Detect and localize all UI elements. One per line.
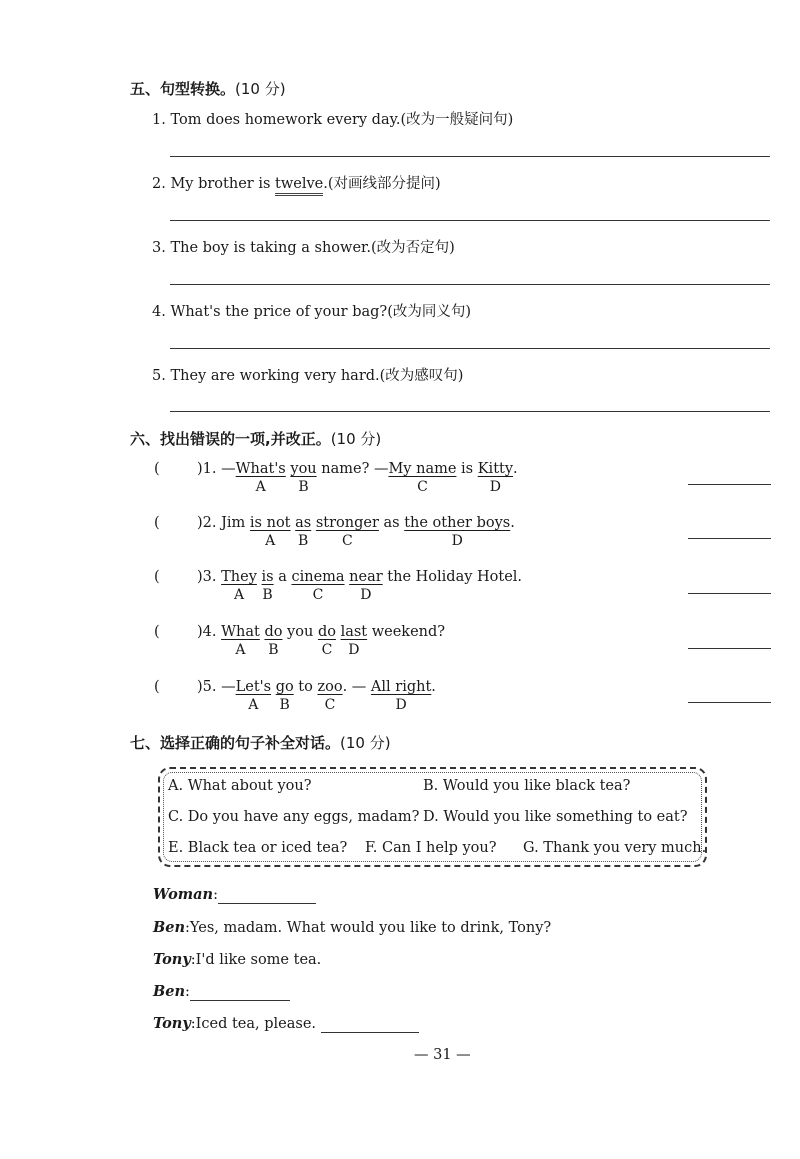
dialog-blank-3[interactable] bbox=[321, 1016, 419, 1033]
colon: : bbox=[190, 1016, 196, 1032]
segment-label: B bbox=[279, 697, 290, 713]
connector-text: the Holiday Hotel. bbox=[382, 569, 523, 585]
connector-text: is bbox=[456, 461, 478, 477]
segment-label: C bbox=[324, 697, 336, 713]
segment-label: B bbox=[298, 533, 309, 549]
option-g: G. Thank you very much. bbox=[523, 840, 707, 856]
segment-text: Kitty bbox=[477, 461, 514, 477]
option-d: D. Would you like something to eat? bbox=[423, 809, 688, 825]
item-number: )2. Jim bbox=[197, 515, 250, 531]
correction-line-1[interactable] bbox=[688, 484, 771, 485]
dialog-line-4 bbox=[153, 983, 290, 1001]
segment-text: zoo bbox=[317, 679, 343, 695]
dialog-blank-1[interactable] bbox=[218, 887, 316, 904]
option-segment-d bbox=[340, 624, 368, 658]
segment-label: D bbox=[348, 642, 360, 658]
sec5-item-5 bbox=[152, 364, 463, 385]
option-segment-a bbox=[221, 624, 260, 658]
segment-label: B bbox=[262, 587, 273, 603]
section-5-title bbox=[130, 78, 286, 99]
section-7-title bbox=[130, 732, 391, 753]
dialog-text: I'd like some tea. bbox=[195, 952, 322, 968]
segment-text: go bbox=[275, 679, 294, 695]
connector-text: . bbox=[510, 515, 515, 531]
segment-label: D bbox=[451, 533, 463, 549]
dialog-line-2 bbox=[153, 919, 551, 936]
option-segment-c bbox=[291, 569, 345, 603]
sec6-item-1 bbox=[197, 461, 518, 495]
sec6-item-5 bbox=[197, 679, 436, 713]
sec6-item-4 bbox=[197, 624, 446, 658]
option-segment-c bbox=[315, 515, 379, 549]
item-instruction: (改为同义句) bbox=[387, 304, 472, 320]
option-f: F. Can I help you? bbox=[365, 840, 497, 856]
segment-label: A bbox=[265, 533, 276, 549]
segment-text: My name bbox=[388, 461, 457, 477]
speaker-name: Ben bbox=[153, 919, 186, 936]
segment-text: Let's bbox=[235, 679, 272, 695]
section-5-heading: 五、句型转换。 bbox=[130, 80, 236, 98]
segment-label: A bbox=[255, 479, 266, 495]
answer-paren[interactable]: ( bbox=[154, 679, 160, 695]
dialog-line-5 bbox=[153, 1015, 419, 1033]
correction-line-2[interactable] bbox=[688, 538, 771, 539]
segment-text: as bbox=[295, 515, 312, 531]
segment-label: D bbox=[489, 479, 501, 495]
segment-label: C bbox=[312, 587, 324, 603]
connector-text: name? — bbox=[316, 461, 389, 477]
item-instruction: (改为感叹句) bbox=[379, 368, 464, 384]
item-punct: . bbox=[323, 176, 328, 192]
connector-text: . — bbox=[342, 679, 371, 695]
connector-text: . bbox=[513, 461, 518, 477]
answer-paren[interactable]: ( bbox=[154, 569, 160, 585]
option-segment-c bbox=[317, 624, 336, 658]
sec5-item-3 bbox=[152, 236, 455, 257]
item-text: 5. They are working very hard. bbox=[152, 368, 380, 384]
answer-line-1[interactable] bbox=[170, 156, 770, 157]
segment-text: the other boys bbox=[404, 515, 511, 531]
connector-text: a bbox=[273, 569, 292, 585]
connector-text: . bbox=[431, 679, 436, 695]
item-text: 4. What's the price of your bag? bbox=[152, 304, 388, 320]
option-b: B. Would you like black tea? bbox=[423, 778, 631, 794]
option-e: E. Black tea or iced tea? bbox=[168, 840, 348, 856]
option-segment-a bbox=[235, 461, 286, 495]
answer-paren[interactable]: ( bbox=[154, 624, 160, 640]
sec6-item-3 bbox=[197, 569, 523, 603]
item-number: )3. bbox=[197, 569, 222, 585]
option-segment-d bbox=[370, 679, 432, 713]
answer-line-4[interactable] bbox=[170, 348, 770, 349]
option-segment-a bbox=[235, 679, 272, 713]
dialog-blank-2[interactable] bbox=[190, 984, 290, 1001]
colon: : bbox=[185, 920, 190, 936]
segment-text: stronger bbox=[315, 515, 379, 531]
item-instruction: (对画线部分提问) bbox=[327, 176, 441, 192]
item-number: )5. — bbox=[197, 679, 236, 695]
option-segment-c bbox=[388, 461, 457, 495]
section-7-points: (10 分) bbox=[340, 734, 391, 752]
colon: : bbox=[213, 887, 218, 903]
speaker-name: Ben bbox=[153, 983, 186, 1000]
section-6-title bbox=[130, 428, 381, 449]
segment-label: A bbox=[248, 697, 259, 713]
segment-text: is bbox=[261, 569, 274, 585]
option-segment-d bbox=[404, 515, 511, 549]
answer-line-2[interactable] bbox=[170, 220, 770, 221]
colon: : bbox=[190, 952, 196, 968]
connector-text: to bbox=[293, 679, 318, 695]
section-6-points: (10 分) bbox=[330, 430, 382, 448]
correction-line-5[interactable] bbox=[688, 702, 771, 703]
segment-text: is not bbox=[249, 515, 291, 531]
answer-line-3[interactable] bbox=[170, 284, 770, 285]
speaker-name: Tony bbox=[153, 951, 191, 968]
segment-text: All right bbox=[370, 679, 432, 695]
item-text: 1. Tom does homework every day. bbox=[152, 112, 401, 128]
item-number: )4. bbox=[197, 624, 222, 640]
segment-label: C bbox=[321, 642, 333, 658]
option-segment-d bbox=[349, 569, 383, 603]
option-segment-b bbox=[290, 461, 317, 495]
option-segment-c bbox=[317, 679, 343, 713]
segment-text: last bbox=[340, 624, 368, 640]
segment-text: you bbox=[290, 461, 317, 477]
sec5-item-4 bbox=[152, 300, 471, 321]
dialog-text: Iced tea, please. bbox=[195, 1016, 321, 1032]
section-6-heading: 六、找出错误的一项,并改正。 bbox=[130, 430, 331, 448]
segment-label: B bbox=[298, 479, 309, 495]
underlined-word: twelve bbox=[275, 176, 323, 196]
segment-label: D bbox=[395, 697, 407, 713]
option-segment-b bbox=[295, 515, 312, 549]
segment-label: C bbox=[417, 479, 428, 495]
segment-label: A bbox=[235, 642, 246, 658]
dialog-line-1 bbox=[153, 886, 316, 904]
correction-line-4[interactable] bbox=[688, 648, 771, 649]
segment-text: What bbox=[221, 624, 260, 640]
connector-text: you bbox=[282, 624, 318, 640]
item-number: )1. — bbox=[197, 461, 236, 477]
segment-text: They bbox=[221, 569, 257, 585]
page-number: — 31 — bbox=[414, 1047, 471, 1063]
segment-label: B bbox=[268, 642, 279, 658]
segment-label: D bbox=[360, 587, 372, 603]
section-7-heading: 七、选择正确的句子补全对话。 bbox=[130, 734, 341, 752]
segment-text: near bbox=[349, 569, 383, 585]
segment-text: cinema bbox=[291, 569, 345, 585]
answer-paren[interactable]: ( bbox=[154, 515, 160, 531]
option-segment-b bbox=[275, 679, 294, 713]
sec5-item-2 bbox=[152, 172, 441, 193]
option-c: C. Do you have any eggs, madam? bbox=[168, 809, 420, 825]
section-5-points: (10 分) bbox=[235, 80, 286, 98]
option-segment-b bbox=[261, 569, 274, 603]
option-a: A. What about you? bbox=[168, 778, 312, 794]
segment-text: do bbox=[264, 624, 283, 640]
answer-line-5[interactable] bbox=[170, 411, 770, 412]
segment-text: do bbox=[317, 624, 336, 640]
segment-text: What's bbox=[235, 461, 286, 477]
option-segment-d bbox=[477, 461, 514, 495]
speaker-name: Tony bbox=[153, 1015, 191, 1032]
option-segment-b bbox=[264, 624, 283, 658]
answer-paren[interactable]: ( bbox=[154, 461, 160, 477]
connector-text: weekend? bbox=[367, 624, 446, 640]
colon: : bbox=[185, 984, 190, 1000]
item-text: 3. The boy is taking a shower. bbox=[152, 240, 371, 256]
dialog-line-3 bbox=[153, 951, 321, 968]
option-segment-a bbox=[221, 569, 257, 603]
item-text: 2. My brother is bbox=[152, 176, 276, 192]
item-instruction: (改为一般疑问句) bbox=[400, 112, 514, 128]
speaker-name: Woman bbox=[153, 886, 214, 903]
segment-label: C bbox=[342, 533, 353, 549]
dialog-text: Yes, madam. What would you like to drink, Tony? bbox=[189, 920, 552, 936]
connector-text: as bbox=[378, 515, 405, 531]
segment-label: A bbox=[233, 587, 245, 603]
sec6-item-2 bbox=[197, 515, 515, 549]
correction-line-3[interactable] bbox=[688, 593, 771, 594]
item-instruction: (改为否定句) bbox=[370, 240, 455, 256]
option-segment-a bbox=[249, 515, 291, 549]
sec5-item-1 bbox=[152, 108, 513, 129]
